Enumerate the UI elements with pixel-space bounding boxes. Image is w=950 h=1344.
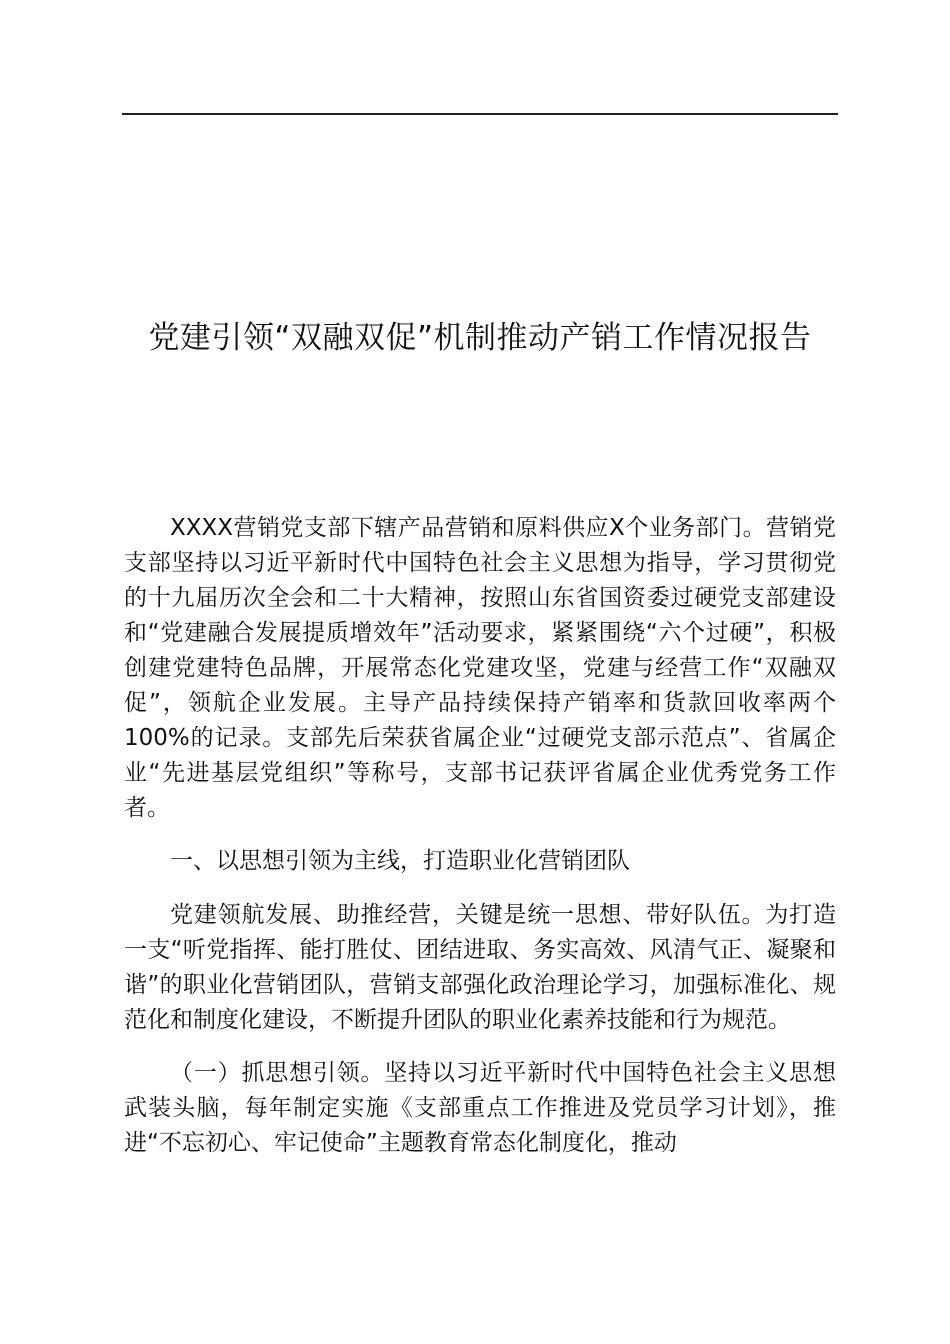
header-rule — [122, 113, 838, 115]
section-1-paragraph: 党建领航发展、助推经营，关键是统一思想、带好队伍。为打造一支“听党指挥、能打胜仗、团结进取、务实高效、风清气正、凝聚和谐”的职业化营销团队，营销支部强化政治理论学习，加强标准化、规范化和制度化建设，不断提升团队的职业化素养技能和行为规范。 — [124, 902, 836, 1033]
section-heading-1: 一、以思想引领为主线，打造职业化营销团队 — [170, 848, 630, 874]
intro-paragraph: XXXX营销党支部下辖产品营销和原料供应X个业务部门。营销党支部坚持以习近平新时代中国特色社会主义思想为指导，学习贯彻党的十九届历次全会和二十大精神，按照山东省国资委过硬党支部建设和“党建融合发展提质增效年”活动要求，紧紧围绕“六个过硬”，积极创建党建特色品牌，开展常态化党建攻坚，党建与经营工作“双融双促”，领航企业发展。主导产品持续保持产销率和货款回收率两个100%的记录。支部先后荣获省属企业“过硬党支部示范点”、省属企业“先进基层党组织”等称号，支部书记获评省属企业优秀党务工作者。 — [124, 515, 836, 821]
subsection-1-paragraph: （一）抓思想引领。坚持以习近平新时代中国特色社会主义思想武装头脑，每年制定实施《支部重点工作推进及党员学习计划》，推进“不忘初心、牢记使命”主题教育常态化制度化，推动 — [124, 1060, 836, 1156]
document-body — [124, 511, 836, 1179]
document-title: 党建引领“双融双促”机制推动产销工作情况报告 — [148, 320, 812, 356]
